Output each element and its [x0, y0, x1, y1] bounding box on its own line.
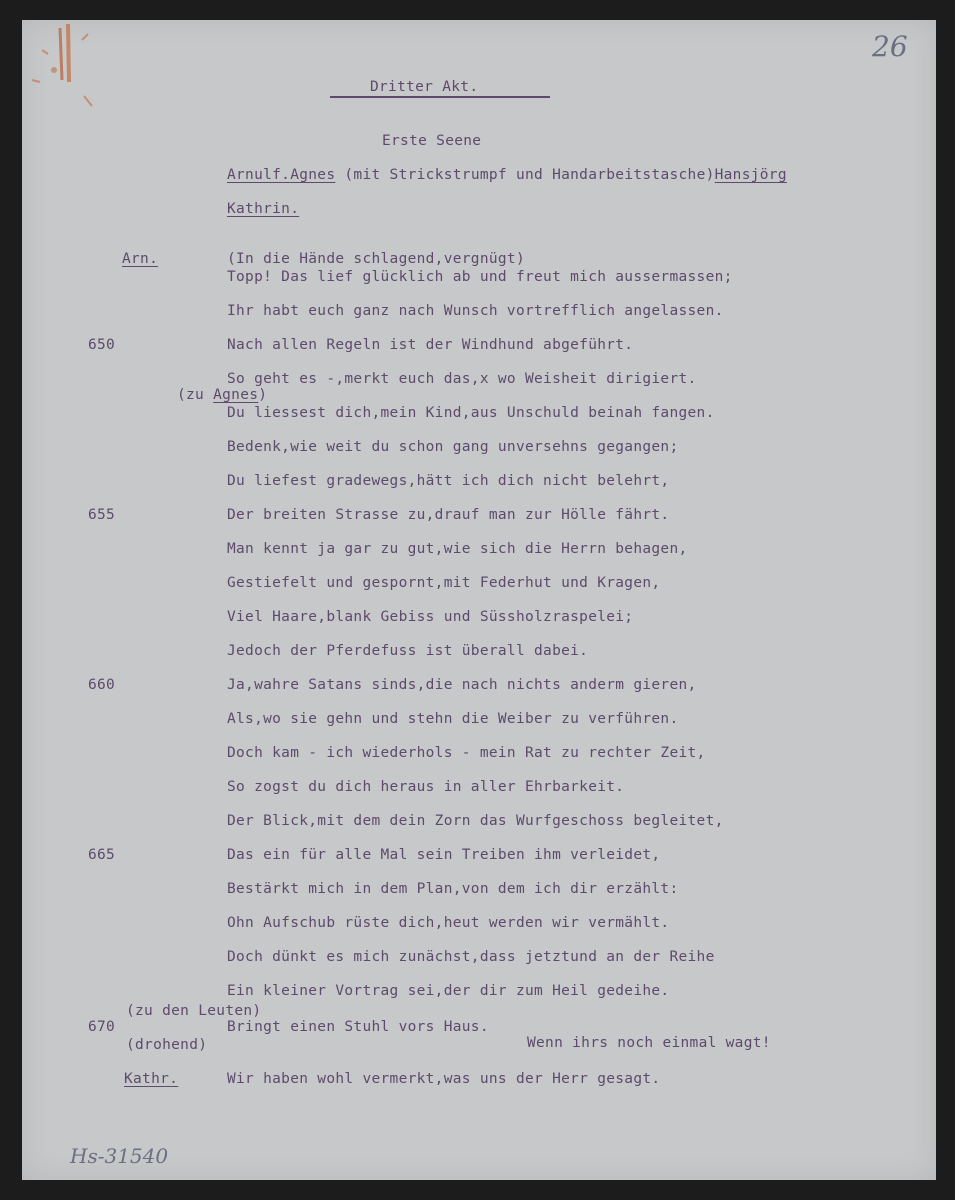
verse-line: Der Blick,mit dem dein Zorn das Wurfgeschoss begleitet, [227, 813, 724, 829]
verse-line: Topp! Das lief glücklich ab und freut mich aussermassen; [227, 269, 733, 285]
verse-line: Ihr habt euch ganz nach Wunsch vortrefflich angelassen. [227, 303, 724, 319]
verse-line: Das ein für alle Mal sein Treiben ihm verleidet, [227, 847, 661, 863]
act-title: Dritter Akt. [370, 79, 479, 95]
stage-direction: (In die Hände schlagend,vergnügt) [227, 251, 525, 267]
line-number: 655 [88, 507, 116, 523]
title-underline [330, 96, 550, 98]
verse-line: Doch dünkt es mich zunächst,dass jetztund an der Reihe [227, 949, 715, 965]
verse-line: So geht es -,merkt euch das,x wo Weisheit dirigiert. [227, 371, 697, 387]
stage-direction: (zu Agnes) [177, 387, 268, 403]
verse-line: Ohn Aufschub rüste dich,heut werden wir vermählt. [227, 915, 670, 931]
cast-kathrin: Kathrin. [227, 201, 300, 217]
verse-line: Ja,wahre Satans sinds,die nach nichts anderm gieren, [227, 677, 697, 693]
line-number: 660 [88, 677, 116, 693]
verse-line: Bringt einen Stuhl vors Haus. [227, 1019, 489, 1035]
verse-line: Wenn ihrs noch einmal wagt! [527, 1035, 771, 1051]
stage-direction: (drohend) [126, 1037, 208, 1053]
verse-line: Du liefest gradewegs,hätt ich dich nicht belehrt, [227, 473, 670, 489]
stage-direction: (zu den Leuten) [126, 1003, 262, 1019]
direction-agnes: Agnes [213, 387, 259, 403]
cast-agnes-note: (mit Strickstrumpf und Handarbeitstasche) [344, 167, 715, 183]
verse-line: Nach allen Regeln ist der Windhund abgeführt. [227, 337, 634, 353]
verse-line: Bestärkt mich in dem Plan,von dem ich dir erzählt: [227, 881, 679, 897]
verse-line: Man kennt ja gar zu gut,wie sich die Herrn behagen, [227, 541, 688, 557]
speaker-arn: Arn. [122, 251, 159, 267]
catalog-number: Hs-31540 [70, 1144, 169, 1168]
page-number: 26 [872, 30, 908, 63]
cast-hansjoerg: Hansjörg [714, 167, 787, 183]
cast-agnes: Agnes [290, 167, 336, 183]
speaker-kathr: Kathr. [124, 1071, 179, 1087]
cast-arnulf: Arnulf. [227, 167, 291, 183]
verse-line: Viel Haare,blank Gebiss und Süssholzraspelei; [227, 609, 634, 625]
verse-line: Jedoch der Pferdefuss ist überall dabei. [227, 643, 589, 659]
verse-line: Als,wo sie gehn und stehn die Weiber zu verführen. [227, 711, 679, 727]
verse-line: Wir haben wohl vermerkt,was uns der Herr gesagt. [227, 1071, 661, 1087]
rust-stain-mark [22, 20, 112, 120]
document-page [22, 20, 936, 1180]
line-number: 650 [88, 337, 116, 353]
verse-line: Doch kam - ich wiederhols - mein Rat zu rechter Zeit, [227, 745, 706, 761]
cast-line [227, 166, 787, 184]
verse-line: So zogst du dich heraus in aller Ehrbarkeit. [227, 779, 625, 795]
verse-line: Bedenk,wie weit du schon gang unversehns gegangen; [227, 439, 679, 455]
scene-title: Erste Seene [382, 133, 482, 149]
verse-line: Der breiten Strasse zu,drauf man zur Hölle fährt. [227, 507, 670, 523]
verse-line: Ein kleiner Vortrag sei,der dir zum Heil gedeihe. [227, 983, 670, 999]
verse-line: Gestiefelt und gespornt,mit Federhut und Kragen, [227, 575, 661, 591]
line-number: 665 [88, 847, 116, 863]
verse-line: Du liessest dich,mein Kind,aus Unschuld beinah fangen. [227, 405, 715, 421]
line-number: 670 [88, 1019, 116, 1035]
